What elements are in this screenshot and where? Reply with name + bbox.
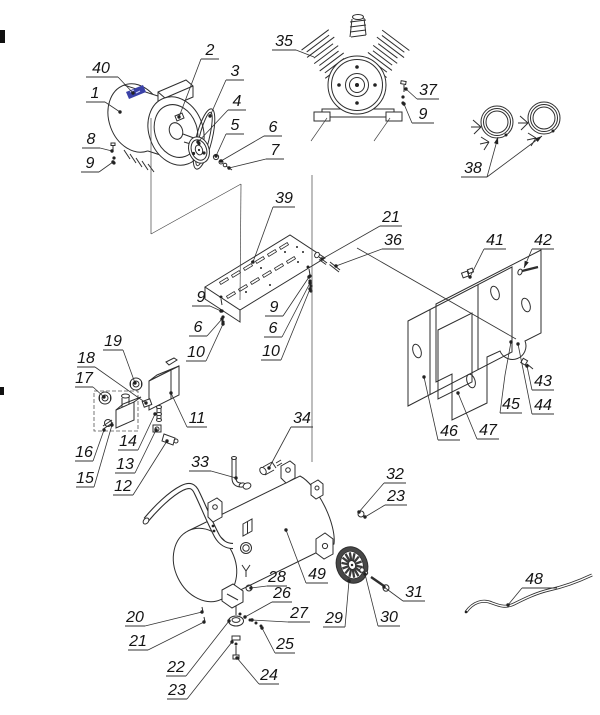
pump-crankcase (328, 56, 386, 114)
outlet-pipe (232, 457, 252, 491)
leader-dot (382, 585, 385, 588)
leader-dot (347, 579, 350, 582)
part-number: 44 (534, 397, 552, 414)
leader-arrow (524, 261, 529, 268)
callout-29 (323, 579, 351, 627)
part-number: 28 (268, 569, 286, 586)
hose-coil-left (471, 106, 513, 150)
leader-dot (251, 260, 254, 263)
leader-dot (243, 615, 246, 618)
callout-17 (75, 370, 106, 399)
leader-line (171, 393, 187, 427)
leader-line (424, 377, 438, 440)
part-number: 24 (260, 667, 278, 684)
part-number: 12 (114, 478, 132, 495)
tank-port (241, 543, 252, 554)
leader-dot (308, 287, 311, 290)
leader-dot (284, 528, 287, 531)
leader-arrow (535, 136, 542, 142)
leader-dot (219, 159, 222, 162)
leader-line (470, 249, 484, 277)
leader-line (365, 505, 385, 517)
leader-line (135, 430, 156, 473)
leader-dot (260, 626, 263, 629)
part-number: 9 (269, 299, 279, 316)
leader-dot (456, 391, 459, 394)
leader-line (527, 366, 532, 390)
leader-line (404, 104, 412, 123)
leader-dot (227, 619, 230, 622)
leader-dot (154, 428, 157, 431)
leader-dot (267, 466, 270, 469)
leader-dot (102, 428, 105, 431)
part-number: 23 (387, 488, 405, 505)
leader-line (237, 658, 259, 684)
callout-7 (227, 142, 284, 170)
leader-line (210, 80, 226, 116)
air-tank-assembly (142, 457, 592, 660)
leader-dot (110, 149, 113, 152)
part-number: 30 (380, 609, 398, 626)
callout-30 (363, 572, 400, 626)
part-number: 36 (384, 232, 402, 249)
belt-guard-front-panel (408, 267, 512, 406)
leader-line (251, 586, 267, 588)
leader-dot (320, 257, 323, 260)
leader-line (336, 249, 382, 266)
callout-8 (82, 131, 114, 153)
part-number: 27 (290, 605, 308, 622)
part-number: 20 (126, 609, 144, 626)
leader-line (145, 612, 202, 626)
part-number: 21 (129, 633, 147, 650)
callout-22 (166, 619, 231, 676)
leader-dot (153, 412, 156, 415)
pump-mount-screw (401, 81, 406, 105)
page-edge-marks (0, 30, 5, 395)
leader-dot (169, 391, 172, 394)
part-number: 5 (230, 117, 240, 134)
leader-dot (334, 264, 337, 267)
electric-motor (99, 76, 232, 173)
leader-dot (177, 115, 180, 118)
callout-27 (250, 605, 310, 622)
part-number: 39 (275, 190, 293, 207)
leader-line (148, 622, 204, 650)
callout-24 (235, 656, 279, 684)
part-number: 1 (90, 85, 100, 102)
leader-dot (363, 515, 366, 518)
leader-line (229, 159, 266, 168)
leader-line (406, 89, 417, 99)
part-number: 10 (262, 343, 280, 360)
part-number: 45 (502, 396, 520, 413)
part-number: 6 (193, 319, 203, 336)
leader-dot (220, 317, 223, 320)
leader-line (93, 430, 104, 461)
part-number: 7 (270, 142, 280, 159)
leader-dot (131, 91, 134, 94)
compressor-pump-head (302, 15, 410, 122)
unloader-fitting (157, 406, 162, 422)
part-number: 32 (386, 466, 404, 483)
leader-line (99, 162, 113, 172)
part-number: 46 (440, 423, 458, 440)
part-number: 22 (167, 659, 185, 676)
part-number: 15 (76, 470, 94, 487)
part-number: 4 (232, 93, 242, 110)
leader-dot (404, 87, 407, 90)
part-number: 43 (534, 373, 552, 390)
part-number: 9 (418, 106, 428, 123)
part-number: 21 (382, 209, 400, 226)
part-number: 10 (187, 344, 205, 361)
part-number: 6 (268, 119, 278, 136)
leader-line (187, 642, 232, 699)
part-number: 31 (405, 584, 423, 601)
part-number: 49 (308, 566, 326, 583)
part-number: 9 (196, 289, 206, 306)
leader-dot (196, 140, 199, 143)
leader-dot (165, 439, 168, 442)
part-number: 9 (85, 155, 95, 172)
guard-screw (517, 267, 538, 276)
leader-dot (525, 364, 528, 367)
part-number: 40 (92, 60, 110, 77)
part-number: 3 (230, 63, 240, 80)
part-number: 29 (325, 610, 343, 627)
leader-line (138, 414, 155, 450)
callout-19 (103, 333, 137, 385)
leader-line (94, 425, 112, 487)
part-number: 2 (205, 42, 215, 59)
part-number: 48 (525, 571, 543, 588)
part-number: 6 (268, 320, 278, 337)
leader-line (384, 587, 403, 601)
callout-9 (402, 102, 434, 123)
leader-dot (133, 381, 136, 384)
leader-line (262, 628, 275, 653)
leader-line (186, 621, 229, 676)
callout-46 (422, 375, 460, 440)
part-number: 14 (119, 433, 137, 450)
callout-45 (500, 340, 522, 413)
part-number: 18 (77, 350, 95, 367)
leader-line (100, 148, 112, 151)
callout-38 (461, 136, 542, 177)
leader-dot (250, 618, 253, 621)
leader-line (252, 620, 288, 622)
motor-cooling-fins (124, 150, 154, 172)
part-number: 17 (75, 370, 93, 387)
callout-20 (125, 609, 204, 626)
callout-33 (189, 454, 238, 480)
callout-16 (75, 428, 106, 461)
part-number: 34 (293, 410, 311, 427)
leader-dot (357, 510, 360, 513)
leader-dot (468, 275, 471, 278)
pump-top-filter (350, 15, 366, 38)
callout-36 (334, 232, 404, 268)
leader-dot (249, 586, 252, 589)
part-number: 35 (275, 33, 293, 50)
callout-23 (363, 488, 407, 519)
callout-43 (525, 364, 554, 390)
part-number: 26 (273, 585, 291, 602)
leader-dot (230, 640, 233, 643)
leader-line (245, 602, 272, 617)
leader-dot (200, 610, 203, 613)
leader-dot (363, 572, 366, 575)
leader-dot (219, 309, 222, 312)
part-number: 41 (486, 232, 504, 249)
part-number: 16 (75, 444, 93, 461)
leader-line (93, 387, 104, 397)
leader-dot (214, 154, 217, 157)
leader-dot (509, 340, 512, 343)
callout-25 (260, 626, 295, 653)
leader-line (281, 289, 310, 360)
leader-line (282, 283, 310, 337)
pressure-switch (149, 358, 179, 410)
leader-dot (111, 160, 114, 163)
leader-line (207, 319, 222, 336)
leader-dot (402, 102, 405, 105)
leader-dot (102, 395, 105, 398)
leader-line (216, 134, 226, 156)
leader-dot (422, 375, 425, 378)
leader-dot (235, 656, 238, 659)
part-number: 25 (276, 636, 294, 653)
part-number: 47 (479, 422, 497, 439)
part-number: 23 (168, 682, 186, 699)
leader-dot (110, 423, 113, 426)
coiled-hoses (471, 102, 560, 150)
leader-line (345, 581, 349, 627)
part-number: 33 (191, 454, 209, 471)
leader-dot (516, 342, 519, 345)
callout-9 (81, 155, 115, 172)
callout-10 (186, 322, 225, 361)
callout-42 (524, 232, 554, 268)
leader-dot (308, 281, 311, 284)
leader-dot (506, 603, 509, 606)
part-number: 13 (116, 456, 134, 473)
part-number: 8 (86, 131, 96, 148)
leader-line (206, 324, 223, 361)
part-number: 19 (104, 333, 122, 350)
leader-dot (208, 114, 211, 117)
belt-guard-back-panel (436, 250, 541, 420)
outlet-fitting (162, 434, 178, 445)
leader-line (322, 226, 380, 259)
leader-dot (227, 166, 230, 169)
part-number: 42 (534, 232, 552, 249)
leader-dot (202, 620, 205, 623)
part-number: 11 (188, 410, 206, 427)
leader-line (221, 136, 264, 161)
callout-5 (214, 117, 244, 158)
pressure-switch-assembly (94, 358, 179, 445)
leader-dot (144, 401, 147, 404)
callout-21 (320, 209, 516, 339)
leader-dot (234, 476, 237, 479)
leader-dot (221, 322, 224, 325)
callout-37 (404, 82, 439, 99)
part-number: 38 (464, 160, 482, 177)
leader-line (296, 50, 314, 57)
regulator-block (116, 394, 141, 428)
leader-line (123, 350, 135, 383)
leader-dot (307, 275, 310, 278)
part-number: 37 (419, 82, 437, 99)
leader-dot (118, 110, 121, 113)
